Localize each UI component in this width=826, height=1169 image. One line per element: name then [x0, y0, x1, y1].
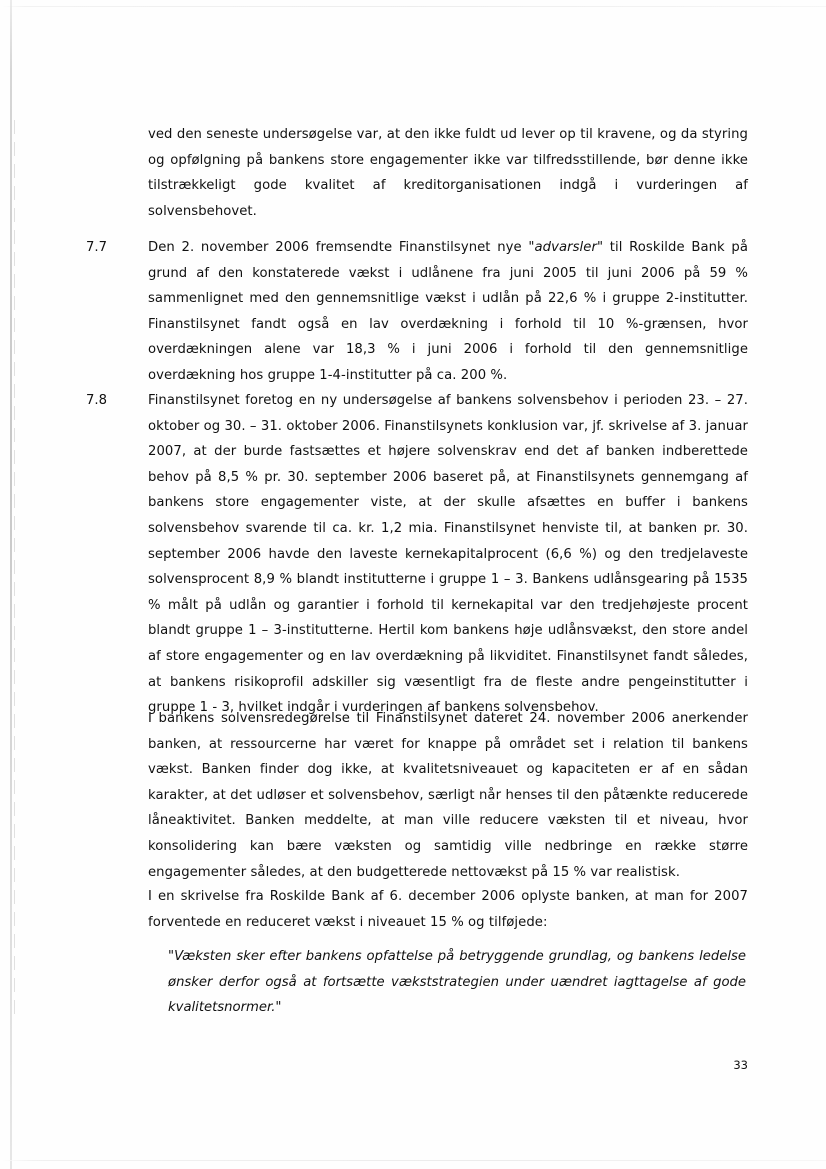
paragraph-7-7-part2: til Roskilde Bank på grund af den konstaterede vækst i udlånene fra juni 2005 til juni 2006 på 59 % sammenlignet med den gennemsnitlige vækst i udlån på 22,6 % i gruppe 2-institutter. Finanstilsynet fandt også en lav overdækning i forhold til 10 %-grænsen, hvor overdækningen alene var 18,3 % i juni 2006 i forhold til den gennemsnitlige overdækning hos gruppe 1-4-institutter på ca. 200 %. — [148, 240, 748, 383]
paragraph-7-7-italic: "advarsler" — [528, 240, 604, 255]
paragraph-skrivelse: I en skrivelse fra Roskilde Bank af 6. december 2006 oplyste banken, at man for 2007 forventede en reduceret vækst i niveauet 15 % og tilføjede: — [148, 889, 748, 930]
paragraph-intro: ved den seneste undersøgelse var, at den ikke fuldt ud lever op til kravene, og da styring og opfølgning på bankens store engagementer ikke var tilfredsstillende, bør denne ikke tilstrækkeligt gode kvalitet af kreditorganisationen indgå i vurderingen af solvensbehovet. — [148, 127, 748, 219]
page-number: 33 — [733, 1058, 748, 1072]
paragraph-7-8: Finanstilsynet foretog en ny undersøgelse af bankens solvensbehov i perioden 23. – 27. oktober og 30. – 31. oktober 2006. Finanstilsynets konklusion var, jf. skrivelse af 3. januar 2007, at der burde fastsættes et højere solvenskrav end det af banken indberettede behov på 8,5 % pr. 30. september 2006 baseret på, at Finanstilsynets gennemgang af bankens store engagementer viste, at der skulle afsættes en buffer i bankens solvensbehov svarende til ca. kr. 1,2 mia. Finanstilsynet henviste til, at banken pr. 30. september 2006 havde den laveste kernekapitalprocent (6,6 %) og den tredjelaveste solvensprocent 8,9 % blandt institutterne i gruppe 1 – 3. Bankens udlånsgearing på 1535 % målt på udlån og garantier i forhold til kernekapital var den tredjehøjeste procent blandt gruppe 1 – 3-institutterne. Hertil kom bankens høje udlånsvækst, den store andel af store engagementer og en lav overdækning på likviditet. Finanstilsynet fandt således, at bankens risikoprofil adskiller sig væsentligt fra de fleste andre pengeinstitutter i gruppe 1 - 3, hvilket indgår i vurderingen af bankens solvensbehov. — [148, 393, 748, 716]
block-quote: "Væksten sker efter bankens opfattelse på betryggende grundlag, og bankens ledelse ønsker derfor også at fortsætte vækststrategien under uændret iagttagelse af gode kvalitetsnormer." — [168, 949, 746, 1016]
paragraph-solvensredegoerelse: I bankens solvensredegørelse til Finanstilsynet dateret 24. november 2006 anerkender banken, at ressourcerne har været for knappe på området set i relation til bankens vækst. Banken finder dog ikke, at kvalitetsniveauet og kapaciteten er af en sådan karakter, at det udløser et solvensbehov, særligt når henses til den påtænkte reducerede låneaktivitet. Banken meddelte, at man ville reducere væksten til et niveau, hvor konsolidering kan bære væksten og samtidig ville nedbringe en række større engagementer således, at den budgetterede nettovækst på 15 % var realistisk. — [148, 711, 748, 880]
paragraph-number-7-8: 7.8 — [86, 393, 107, 408]
paragraph-7-7-part1: Den 2. november 2006 fremsendte Finanstilsynet nye — [148, 240, 529, 255]
paragraph-7-7 — [148, 235, 748, 389]
paragraph-number-7-7: 7.7 — [86, 240, 107, 255]
